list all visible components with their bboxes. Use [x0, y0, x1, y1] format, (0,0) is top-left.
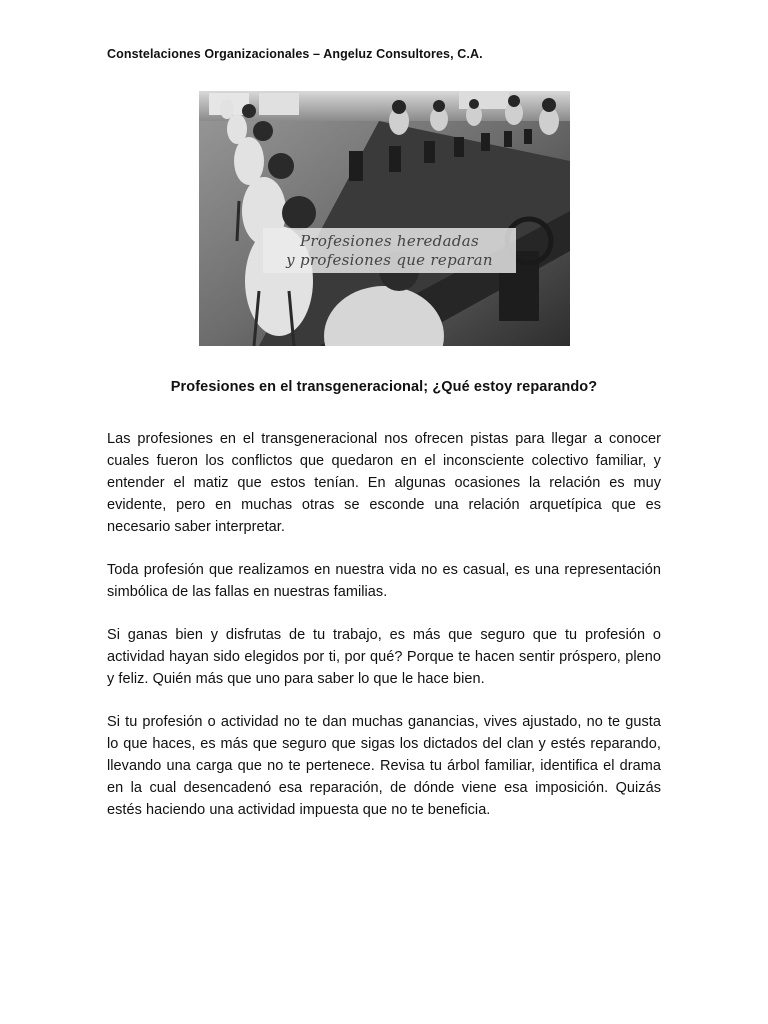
article-title: Profesiones en el transgeneracional; ¿Qué estoy reparando? — [170, 379, 598, 395]
document-header: Constelaciones Organizacionales – Angeluz Consultores, C.A. — [107, 47, 483, 61]
photo-illustration — [199, 91, 570, 346]
paragraph-3: Si ganas bien y disfrutas de tu trabajo, es más que seguro que tu profesión o actividad hayan sido elegidos por ti, por qué? Porque te hacen sentir próspero, pleno y feliz. Quién más que uno para saber lo que le hace bien. — [107, 627, 661, 687]
paragraph-4: Si tu profesión o actividad no te dan muchas ganancias, vives ajustado, no te gusta lo que haces, es más que seguro que sigas los dictados del clan y estés reparando, llevando una carga que no te pertenece. Revisa tu árbol familiar, identifica el drama en la cual desencadenó esa reparación, de dónde viene esa imposición. Quizás estés haciendo una actividad impuesta que no te beneficia. — [107, 714, 661, 818]
factory-workers-photo — [199, 91, 570, 346]
article-body — [107, 428, 661, 842]
photo-caption-line-2: y profesiones que reparan — [286, 250, 493, 269]
paragraph-2: Toda profesión que realizamos en nuestra vida no es casual, es una representación simbólica de las fallas en nuestras familias. — [107, 562, 661, 600]
paragraph-1: Las profesiones en el transgeneracional nos ofrecen pistas para llegar a conocer cuales fueron los conflictos que quedaron en el inconsciente colectivo familiar, y entender el matiz que estos tenían. En algunas ocasiones la relación es muy evidente, pero en muchas otras se esconde una relación arquetípica que es necesario saber interpretar. — [107, 431, 661, 535]
photo-caption-box — [263, 228, 516, 273]
photo-caption-line-1: Profesiones heredadas — [300, 231, 479, 250]
